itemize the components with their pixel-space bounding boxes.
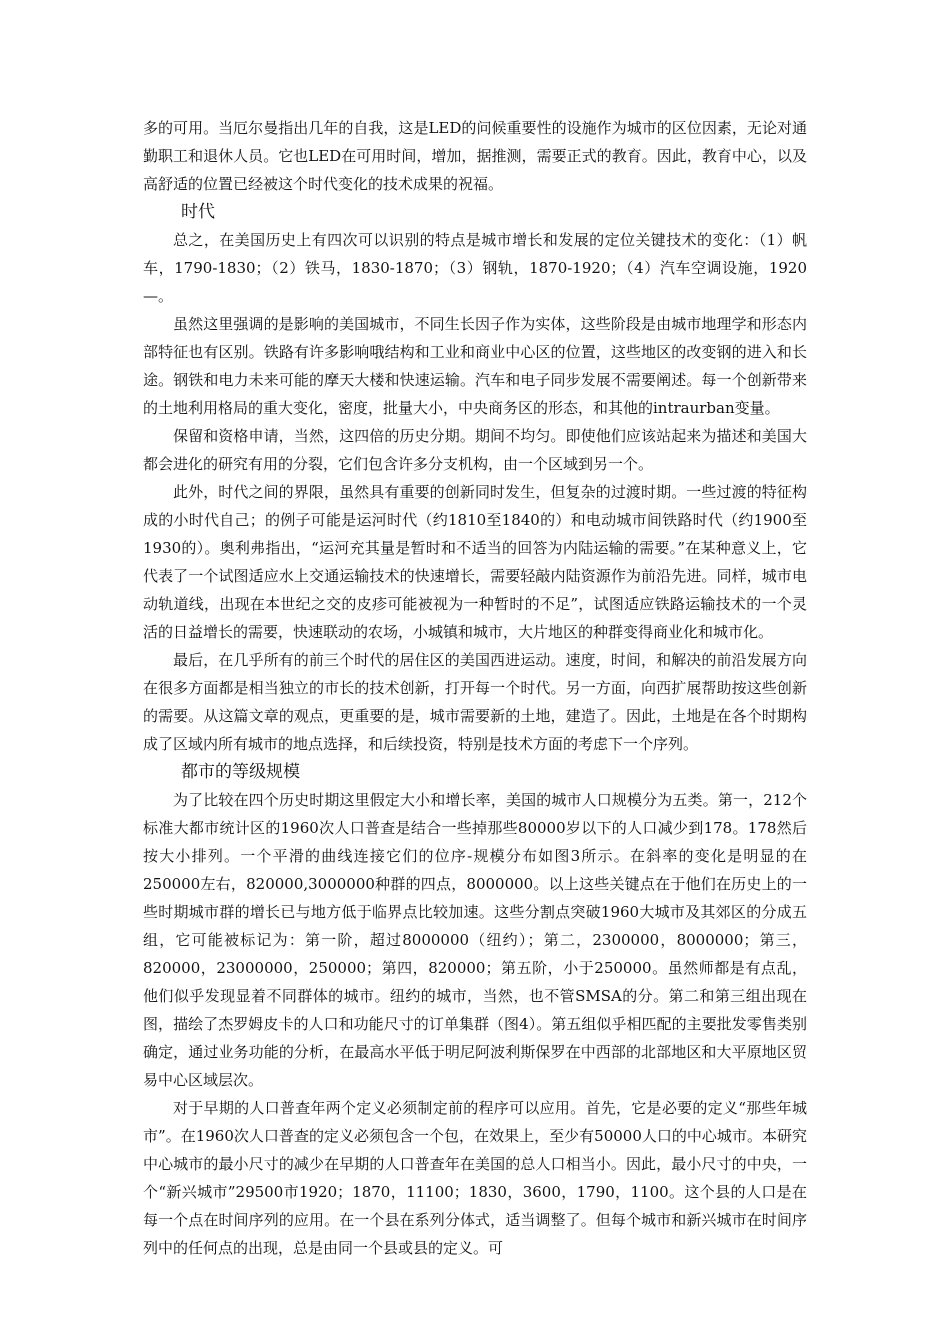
paragraph-periodization: 保留和资格申请，当然，这四倍的历史分期。期间不均匀。即使他们应该站起来为描述和美国大都会进化的研究有用的分裂，它们包含许多分支机构，由一个区域到另一个。 <box>143 427 807 473</box>
paragraph-census-definitions: 对于早期的人口普查年两个定义必须制定前的程序可以应用。首先，它是必要的定义“那些年城市”。在1960次人口普查的定义必须包含一个包，在效果上，至少有50000人口的中心城市。本研究中心城市的最小尺寸的减少在早期的人口普查年在美国的总人口相当小。因此，最小尺寸的中央，一个“新兴城市”29500市1920；1870，11100；1830，3600，1790，1100。这个县的人口是在每一个点在时间序列的应用。在一个县在系列分体式，适当调整了。但每个城市和新兴城市在时间序列中的任何点的出现，总是由同一个县或县的定义。可 <box>143 1099 807 1257</box>
paragraph-westward-expansion: 最后，在几乎所有的前三个时代的居住区的美国西进运动。速度，时间，和解决的前沿发展方向在很多方面都是相当独立的市长的技术创新，打开每一个时代。另一方面，向西扩展帮助按这些创新的需要。从这篇文章的观点，更重要的是，城市需要新的土地，建造了。因此，土地是在各个时期构成了区域内所有城市的地点选择，和后续投资，特别是技术方面的考虑下一个序列。 <box>143 651 807 753</box>
document-page <box>143 114 807 1262</box>
section-heading-eras: 时代 <box>181 202 215 222</box>
paragraph-transition-periods: 此外，时代之间的界限，虽然具有重要的创新同时发生，但复杂的过渡时期。一些过渡的特征构成的小时代自己；的例子可能是运河时代（约1810至1840的）和电动城市间铁路时代（约1900至1930的）。奥利弗指出，“运河充其量是暂时和不适当的回答为内陆运输的需要。”在某种意义上，它代表了一个试图适应水上交通运输技术的快速增长，需要轻敲内陆资源作为前沿先进。同样，城市电动轨道线，出现在本世纪之交的皮疹可能被视为一种暂时的不足”，试图适应铁路运输技术的一个灵活的日益增长的需要，快速联动的农场，小城镇和城市，大片地区的种群变得商业化和城市化。 <box>143 483 807 641</box>
paragraph-intro-continuation: 多的可用。当厄尔曼指出几年的自我，这是LED的问候重要性的设施作为城市的区位因素，无论对通勤职工和退休人员。它也LED在可用时间，增加，据推测，需要正式的教育。因此，教育中心，以及高舒适的位置已经被这个时代变化的技术成果的祝福。 <box>143 119 807 193</box>
paragraph-four-eras: 总之，在美国历史上有四次可以识别的特点是城市增长和发展的定位关键技术的变化：（1）帆车，1790-1830；（2）铁马，1830-1870；（3）钢轨，1870-1920；（4）汽车空调设施，1920—。 <box>143 231 807 305</box>
section-heading-city-size-hierarchy: 都市的等级规模 <box>181 762 300 782</box>
paragraph-size-classes: 为了比较在四个历史时期这里假定大小和增长率，美国的城市人口规模分为五类。第一，212个标准大都市统计区的1960次人口普查是结合一些掉那些80000岁以下的人口减少到178。178然后按大小排列。一个平滑的曲线连接它们的位序-规模分布如图3所示。在斜率的变化是明显的在250000左右，820000,3000000种群的四点，8000000。以上这些关键点在于他们在历史上的一些时期城市群的增长已与地方低于临界点比较加速。这些分割点突破1960大城市及其郊区的分成五组，它可能被标记为：第一阶，超过8000000（纽约）；第二，2300000，8000000；第三，820000，23000000，250000；第四，820000；第五阶，小于250000。虽然师都是有点乱，他们似乎发现显着不同群体的城市。纽约的城市，当然，也不管SMSA的分。第二和第三组出现在图，描绘了杰罗姆皮卡的人口和功能尺寸的订单集群（图4）。第五组似乎相匹配的主要批发零售类别确定，通过业务功能的分析，在最高水平低于明尼阿波利斯保罗在中西部的北部地区和大平原地区贸易中心区域层次。 <box>143 791 807 1089</box>
paragraph-urban-stages: 虽然这里强调的是影响的美国城市，不同生长因子作为实体，这些阶段是由城市地理学和形态内部特征也有区别。铁路有许多影响哦结构和工业和商业中心区的位置，这些地区的改变钢的进入和长途。钢铁和电力未来可能的摩天大楼和快速运输。汽车和电子同步发展不需要阐述。每一个创新带来的土地利用格局的重大变化，密度，批量大小，中央商务区的形态，和其他的intraurban变量。 <box>143 315 807 417</box>
